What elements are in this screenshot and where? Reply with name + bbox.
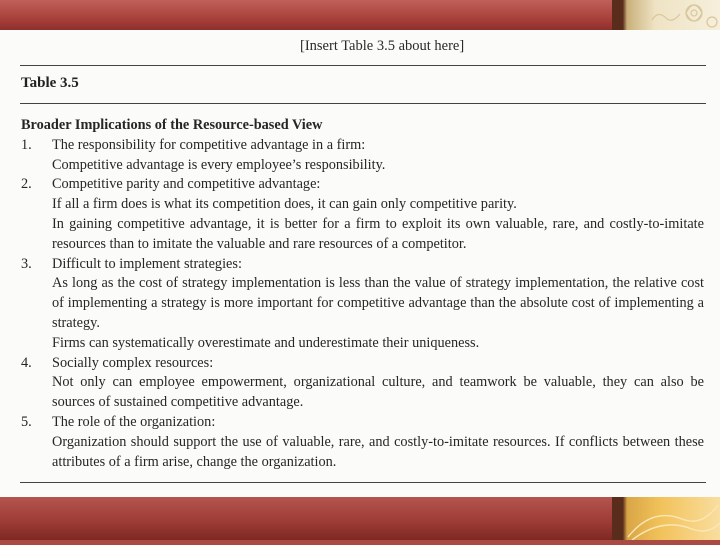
bottom-rule [20, 482, 706, 483]
item-title: The responsibility for competitive advantage in a firm: [52, 136, 366, 153]
list-item [21, 255, 704, 354]
flower-ornament-icon [612, 0, 720, 30]
item-title: The role of the organization: [52, 413, 216, 430]
item-text: Not only can employee empowerment, organizational culture, and teamwork be valuable, they can also be sources of sustained competitive advantage. [52, 374, 704, 411]
item-text: Organization should support the use of valuable, rare, and costly-to-imitate resources. If conflicts between these attributes of a firm arise, change the organization. [52, 433, 704, 470]
swirl-ornament-icon [612, 497, 720, 540]
item-title: Difficult to implement strategies: [52, 255, 242, 272]
item-number: 5. [21, 413, 32, 430]
item-title: Socially complex resources: [52, 354, 214, 371]
title-rule [20, 103, 706, 104]
insert-note: [Insert Table 3.5 about here] [300, 38, 465, 54]
item-number: 4. [21, 354, 32, 371]
item-text: In gaining competitive advantage, it is better for a firm to exploit its own valuable, rare, and costly-to-imitate resources than to imitate the valuable and rare resources of a competitor. [52, 215, 704, 252]
item-text: As long as the cost of strategy implementation is less than the value of strategy implementation, the relative cost of implementing a strategy is more important for competitive advantage than the absolute cost of implementing a strategy. [52, 275, 704, 331]
item-number: 2. [21, 176, 32, 193]
item-title: Competitive parity and competitive advantage: [52, 176, 321, 193]
item-number: 3. [21, 255, 32, 272]
top-rule [20, 65, 706, 66]
list-item [21, 354, 704, 413]
list-item [21, 413, 704, 472]
document-page [0, 30, 720, 497]
list-item [21, 136, 704, 176]
item-text: Firms can systematically overestimate and underestimate their uniqueness. [52, 334, 480, 351]
decorative-pattern-bottom-right [612, 497, 720, 540]
table-heading: Broader Implications of the Resource-based View [21, 117, 323, 133]
item-number: 1. [21, 136, 32, 153]
item-text: If all a firm does is what its competition does, it can gain only competitive parity. [52, 196, 517, 213]
item-text: Competitive advantage is every employee’s responsibility. [52, 156, 386, 173]
table-title: Table 3.5 [21, 75, 79, 91]
table-body [21, 116, 704, 472]
decorative-pattern-top-right [612, 0, 720, 30]
list-item [21, 175, 704, 254]
